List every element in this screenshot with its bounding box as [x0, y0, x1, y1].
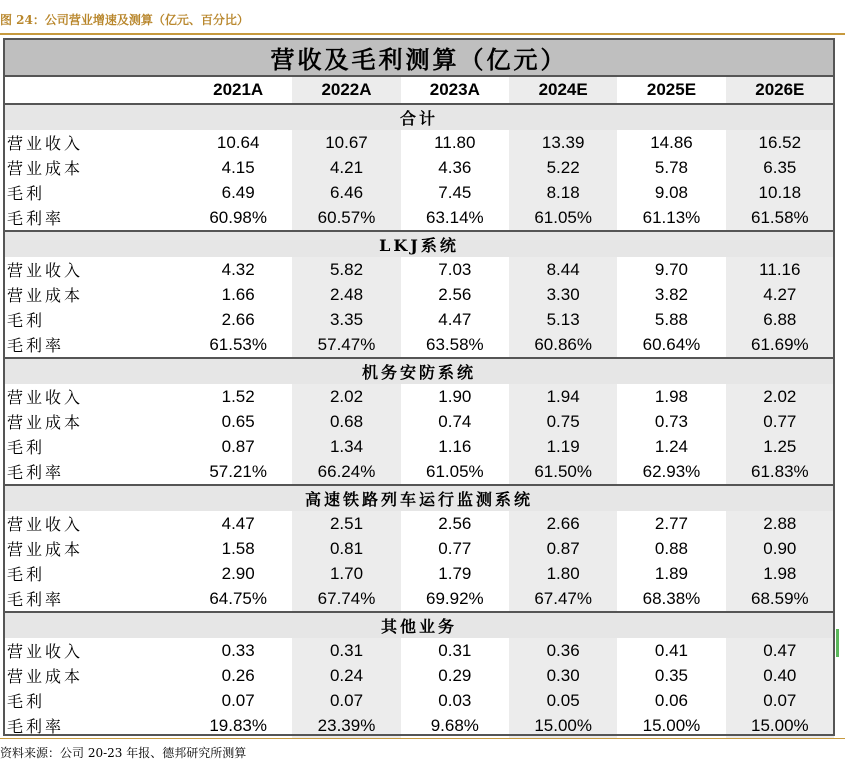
table-row [4, 332, 834, 358]
table-body [4, 104, 834, 738]
value-cell: 2.90 [221, 563, 255, 583]
value-cell: 1.25 [726, 434, 834, 459]
row-label: 营业收入 [7, 515, 84, 534]
value-cell: 9.08 [654, 182, 689, 202]
table-title-row [4, 39, 834, 76]
value-cell: 4.15 [221, 157, 255, 177]
value-cell: 4.32 [221, 259, 255, 279]
value-cell: 68.38% [642, 588, 701, 608]
value-cell: 64.75% [209, 588, 267, 608]
value-cell: 15.00% [509, 713, 617, 738]
year-header: 2023A [429, 80, 480, 99]
table-row [4, 638, 834, 663]
value-cell: 63.58% [425, 334, 484, 354]
value-cell: 5.82 [292, 257, 400, 282]
value-cell: 0.77 [438, 538, 472, 558]
value-cell: 67.74% [292, 586, 400, 612]
value-cell: 1.90 [438, 386, 472, 406]
table-row [4, 409, 834, 434]
value-cell: 1.79 [438, 563, 472, 583]
section-header-row [4, 612, 834, 638]
value-cell: 66.24% [292, 459, 400, 485]
section-title: 合计 [4, 104, 834, 130]
value-cell: 60.98% [209, 207, 267, 227]
row-label: 营业收入 [7, 642, 84, 661]
row-label: 毛利 [7, 438, 46, 457]
value-cell: 11.80 [434, 132, 476, 152]
table-row [4, 307, 834, 332]
value-cell: 4.27 [726, 282, 834, 307]
section-header-row [4, 485, 834, 511]
value-cell: 68.59% [726, 586, 834, 612]
value-cell: 0.47 [726, 638, 834, 663]
value-cell: 1.19 [509, 434, 617, 459]
year-header-row [4, 76, 834, 104]
value-cell: 0.68 [292, 409, 400, 434]
value-cell: 61.13% [642, 207, 701, 227]
value-cell: 0.30 [509, 663, 617, 688]
value-cell: 0.77 [726, 409, 834, 434]
row-label: 营业成本 [7, 413, 84, 432]
value-cell: 5.22 [509, 155, 617, 180]
value-cell: 0.06 [654, 690, 689, 710]
value-cell: 0.26 [221, 665, 255, 685]
value-cell: 0.40 [726, 663, 834, 688]
value-cell: 2.56 [438, 284, 472, 304]
value-cell: 1.80 [509, 561, 617, 586]
table-row [4, 130, 834, 155]
value-cell: 61.83% [726, 459, 834, 485]
value-cell: 0.31 [438, 640, 472, 660]
value-cell: 3.82 [654, 284, 689, 304]
value-cell: 1.94 [509, 384, 617, 409]
value-cell: 0.90 [726, 536, 834, 561]
row-label: 毛利率 [7, 590, 65, 609]
row-label: 营业收入 [7, 134, 84, 153]
row-label: 毛利率 [7, 717, 65, 736]
year-header: 2024E [509, 76, 617, 104]
value-cell: 6.46 [292, 180, 400, 205]
value-cell: 61.05% [509, 205, 617, 231]
value-cell: 61.50% [509, 459, 617, 485]
value-cell: 0.65 [221, 411, 255, 431]
value-cell: 0.88 [654, 538, 689, 558]
value-cell: 62.93% [642, 461, 701, 481]
value-cell: 1.52 [221, 386, 255, 406]
source-rule [0, 738, 845, 739]
header-blank-cell [4, 76, 184, 104]
edge-marker [836, 629, 839, 657]
section-title: 机务安防系统 [4, 358, 834, 384]
row-label: 毛利率 [7, 463, 65, 482]
value-cell: 8.18 [509, 180, 617, 205]
value-cell: 0.75 [509, 409, 617, 434]
value-cell: 10.64 [216, 132, 260, 152]
value-cell: 15.00% [642, 715, 701, 735]
value-cell: 6.88 [726, 307, 834, 332]
row-label: 营业成本 [7, 540, 84, 559]
value-cell: 3.30 [509, 282, 617, 307]
value-cell: 0.07 [726, 688, 834, 713]
value-cell: 1.89 [654, 563, 689, 583]
value-cell: 16.52 [726, 130, 834, 155]
value-cell: 2.56 [438, 513, 472, 533]
value-cell: 14.86 [650, 132, 693, 152]
value-cell: 0.07 [221, 690, 255, 710]
value-cell: 0.35 [654, 665, 689, 685]
table-row [4, 688, 834, 713]
value-cell: 7.45 [438, 182, 472, 202]
row-label: 营业成本 [7, 159, 84, 178]
value-cell: 0.87 [509, 536, 617, 561]
value-cell: 1.98 [654, 386, 689, 406]
value-cell: 2.77 [654, 513, 689, 533]
value-cell: 2.66 [221, 309, 255, 329]
section-title: 其他业务 [4, 612, 834, 638]
value-cell: 6.49 [221, 182, 255, 202]
value-cell: 3.35 [292, 307, 400, 332]
row-label: 毛利 [7, 311, 46, 330]
value-cell: 5.88 [654, 309, 689, 329]
row-label: 营业收入 [7, 388, 84, 407]
value-cell: 60.57% [292, 205, 400, 231]
financial-table [3, 38, 835, 738]
financial-table-wrap [3, 38, 835, 738]
value-cell: 8.44 [509, 257, 617, 282]
value-cell: 11.16 [726, 257, 834, 282]
value-cell: 2.48 [292, 282, 400, 307]
value-cell: 2.51 [292, 511, 400, 536]
table-row [4, 155, 834, 180]
table-row [4, 257, 834, 282]
year-header: 2025E [646, 80, 697, 99]
value-cell: 10.67 [292, 130, 400, 155]
source-note: 资料来源：公司 20-23 年报、德邦研究所测算 [0, 746, 247, 760]
value-cell: 67.47% [509, 586, 617, 612]
value-cell: 0.29 [438, 665, 472, 685]
value-cell: 0.36 [509, 638, 617, 663]
value-cell: 61.58% [726, 205, 834, 231]
section-header-row [4, 358, 834, 384]
value-cell: 0.73 [654, 411, 689, 431]
value-cell: 1.16 [438, 436, 472, 456]
row-label: 营业成本 [7, 286, 84, 305]
value-cell: 1.98 [726, 561, 834, 586]
value-cell: 5.13 [509, 307, 617, 332]
value-cell: 61.53% [209, 334, 267, 354]
value-cell: 6.35 [726, 155, 834, 180]
value-cell: 19.83% [209, 715, 267, 735]
value-cell: 1.34 [292, 434, 400, 459]
table-row [4, 536, 834, 561]
value-cell: 1.66 [221, 284, 255, 304]
value-cell: 1.58 [221, 538, 255, 558]
row-label: 营业成本 [7, 667, 84, 686]
row-label: 营业收入 [7, 261, 84, 280]
table-row [4, 384, 834, 409]
value-cell: 9.70 [654, 259, 689, 279]
value-cell: 2.02 [726, 384, 834, 409]
value-cell: 15.00% [726, 713, 834, 738]
value-cell: 0.31 [292, 638, 400, 663]
section-title: LKJ系统 [4, 231, 834, 257]
table-row [4, 561, 834, 586]
value-cell: 0.87 [221, 436, 255, 456]
table-row [4, 282, 834, 307]
year-header: 2026E [726, 76, 834, 104]
value-cell: 5.78 [654, 157, 689, 177]
figure-title-rule [0, 33, 845, 35]
value-cell: 57.21% [209, 461, 267, 481]
value-cell: 0.07 [292, 688, 400, 713]
table-title: 营收及毛利测算（亿元） [4, 39, 834, 76]
value-cell: 2.02 [292, 384, 400, 409]
value-cell: 7.03 [438, 259, 472, 279]
table-row [4, 180, 834, 205]
table-row [4, 586, 834, 612]
value-cell: 60.64% [642, 334, 701, 354]
value-cell: 69.92% [425, 588, 484, 608]
value-cell: 9.68% [430, 715, 479, 735]
value-cell: 23.39% [292, 713, 400, 738]
table-row [4, 713, 834, 738]
value-cell: 4.21 [292, 155, 400, 180]
year-header: 2022A [292, 76, 400, 104]
row-label: 毛利 [7, 565, 46, 584]
value-cell: 4.47 [221, 513, 255, 533]
value-cell: 0.74 [438, 411, 472, 431]
table-row [4, 663, 834, 688]
value-cell: 0.24 [292, 663, 400, 688]
table-row [4, 511, 834, 536]
value-cell: 2.66 [509, 511, 617, 536]
value-cell: 57.47% [292, 332, 400, 358]
table-row [4, 205, 834, 231]
value-cell: 60.86% [509, 332, 617, 358]
value-cell: 0.41 [654, 640, 689, 660]
row-label: 毛利 [7, 692, 46, 711]
table-row [4, 434, 834, 459]
value-cell: 1.70 [292, 561, 400, 586]
row-label: 毛利率 [7, 209, 65, 228]
value-cell: 63.14% [425, 207, 484, 227]
table-row [4, 459, 834, 485]
value-cell: 0.33 [221, 640, 255, 660]
value-cell: 10.18 [726, 180, 834, 205]
value-cell: 0.81 [292, 536, 400, 561]
section-title: 高速铁路列车运行监测系统 [4, 485, 834, 511]
section-header-row [4, 104, 834, 130]
section-header-row [4, 231, 834, 257]
year-header: 2021A [213, 80, 264, 99]
value-cell: 2.88 [726, 511, 834, 536]
value-cell: 61.05% [425, 461, 484, 481]
row-label: 毛利率 [7, 336, 65, 355]
value-cell: 1.24 [654, 436, 689, 456]
value-cell: 0.05 [509, 688, 617, 713]
value-cell: 4.36 [438, 157, 472, 177]
figure-title: 图 24：公司营业增速及测算（亿元、百分比） [0, 13, 249, 27]
value-cell: 61.69% [726, 332, 834, 358]
value-cell: 0.03 [438, 690, 472, 710]
value-cell: 13.39 [509, 130, 617, 155]
value-cell: 4.47 [438, 309, 472, 329]
row-label: 毛利 [7, 184, 46, 203]
